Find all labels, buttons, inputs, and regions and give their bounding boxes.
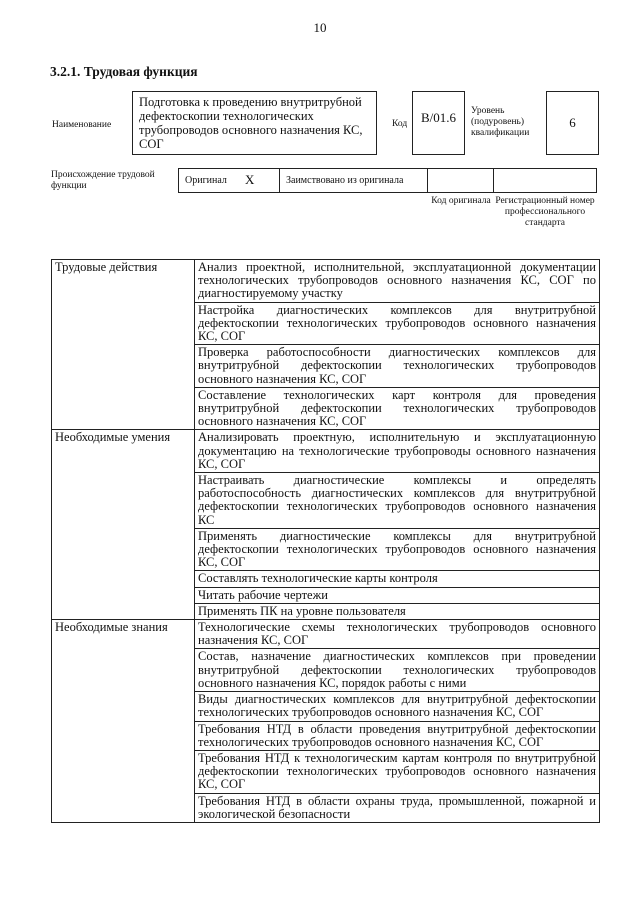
table-cell: Настройка диагностических комплексов для внутритрубной дефектоскопии технологических трубопроводов основного назначения КС, СОГ xyxy=(195,302,600,345)
table-cell: Применять ПК на уровне пользователя xyxy=(195,603,600,619)
category-cell: Необходимые знания xyxy=(52,620,195,823)
original-label: Оригинал xyxy=(185,175,227,186)
original-mark: X xyxy=(245,172,255,187)
table-cell: Проверка работоспособности диагностических комплексов для внутритрубной дефектоскопии технологических трубопроводов основного назначения КС, СОГ xyxy=(195,345,600,388)
table-cell: Читать рабочие чертежи xyxy=(195,587,600,603)
table-cell: Требования НТД к технологическим картам контроля по внутритрубной дефектоскопии технологических трубопроводов основного назначения КС, СОГ xyxy=(195,750,600,793)
code-original-label: Код оригинала xyxy=(431,196,491,206)
borrowed-label: Заимствовано из оригинала xyxy=(286,175,404,186)
origin-row xyxy=(178,168,597,193)
table-cell: Анализ проектной, исполнительной, эксплуатационной документации технологических трубопроводов основного назначения КС, СОГ по диагностируемому участку xyxy=(195,260,600,303)
table-cell: Применять диагностические комплексы для внутритрубной дефектоскопии технологических трубопроводов основного назначения КС, СОГ xyxy=(195,528,600,571)
page-number: 10 xyxy=(313,20,327,35)
table-cell: Настраивать диагностические комплексы и определять работоспособность диагностических комплексов для внутритрубной дефектоскопии технологических трубопроводов основного назначения КС xyxy=(195,473,600,529)
table-cell: Требования НТД в области охраны труда, промышленной, пожарной и экологической безопасности xyxy=(195,793,600,822)
category-cell: Трудовые действия xyxy=(52,260,195,430)
level-label: Уровень (подуровень) квалификации xyxy=(471,106,530,138)
function-details-table xyxy=(51,259,600,823)
code-label: Код xyxy=(392,119,408,129)
category-cell: Необходимые умения xyxy=(52,430,195,620)
origin-original-cell xyxy=(179,169,280,192)
table-row xyxy=(52,620,600,649)
reg-number-label: Регистрационный номер профессионального стандарта xyxy=(495,196,595,228)
table-cell: Составление технологических карт контроля для проведения внутритрубной дефектоскопии технологических трубопроводов основного назначения КС, СОГ xyxy=(195,387,600,430)
table-cell: Технологические схемы технологических трубопроводов основного назначения КС, СОГ xyxy=(195,620,600,649)
table-cell: Виды диагностических комплексов для внутритрубной дефектоскопии технологических трубопроводов основного назначения КС, СОГ xyxy=(195,692,600,721)
level-box xyxy=(546,91,599,155)
table-cell: Анализировать проектную, исполнительную и эксплуатационную документацию на технологические трубопроводы основного назначения КС, СОГ xyxy=(195,430,600,473)
table-cell: Составлять технологические карты контроля xyxy=(195,571,600,587)
table-row xyxy=(52,430,600,473)
origin-borrowed-cell xyxy=(280,169,428,192)
level-value: 6 xyxy=(569,115,576,130)
table-row xyxy=(52,260,600,303)
table-cell: Состав, назначение диагностических комплексов при проведении внутритрубной дефектоскопии технологических трубопроводов основного назначения КС, порядок работы с ними xyxy=(195,649,600,692)
section-title: 3.2.1. Трудовая функция xyxy=(50,64,198,79)
function-name-value: Подготовка к проведению внутритрубной дефектоскопии технологических трубопроводов основного назначения КС, СОГ xyxy=(139,95,363,151)
code-value: B/01.6 xyxy=(420,110,457,125)
name-label: Наименование xyxy=(52,120,112,130)
table-cell: Требования НТД в области проведения внутритрубной дефектоскопии технологических трубопроводов основного назначения КС, СОГ xyxy=(195,721,600,750)
origin-code-cell xyxy=(428,169,494,192)
origin-reg-cell xyxy=(494,169,596,192)
function-name-box xyxy=(132,91,377,155)
code-box xyxy=(412,91,465,155)
origin-label: Происхождение трудовой функции xyxy=(51,170,155,191)
